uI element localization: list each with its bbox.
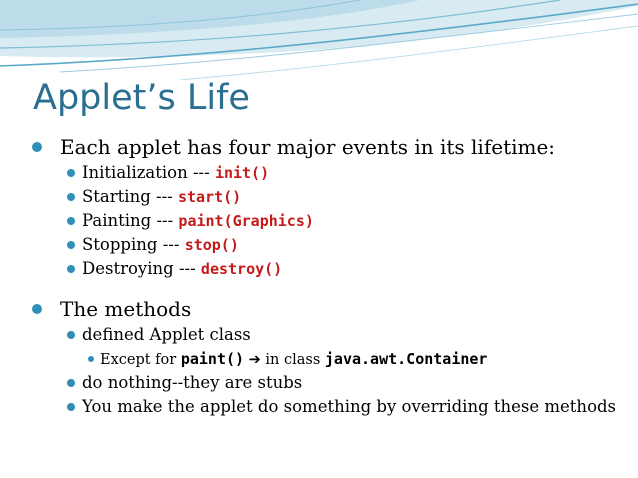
slide-title: Applet’s Life (33, 78, 250, 118)
method-code: start() (177, 188, 242, 206)
bullet-dot-icon (32, 142, 42, 152)
sub-sub-bullet-prefix: Except for (100, 352, 181, 368)
method-code: paint() (180, 350, 245, 368)
bullet-dot-icon (32, 304, 42, 314)
bullet-list (30, 133, 630, 416)
header-swoosh-decoration (0, 0, 638, 80)
sub-bullet-label: Destroying --- (82, 259, 201, 278)
sub-bullet-text: do nothing--they are stubs (82, 373, 303, 392)
sub-bullet-initialization (30, 161, 630, 185)
method-code: paint(Graphics) (178, 212, 314, 230)
bullet-text: The methods (60, 297, 192, 321)
sub-bullet-text: defined Applet class (82, 325, 251, 344)
bullet-dot-icon (67, 241, 75, 249)
sub-sub-bullet-mid: in class (260, 352, 325, 368)
sub-bullet-label: Painting --- (82, 211, 179, 230)
sub-bullet-stopping (30, 233, 630, 257)
sub-bullet-destroying (30, 257, 630, 281)
class-code: java.awt.Container (324, 350, 488, 368)
sub-bullet-overriding (30, 395, 630, 416)
bullet-dot-icon (67, 331, 75, 339)
sub-bullet-defined-applet-class (30, 323, 630, 347)
bullet-text: Each applet has four major events in its lifetime: (60, 135, 556, 159)
sub-bullet-stubs (30, 371, 630, 395)
sub-sub-bullet-except-for-paint (30, 347, 630, 371)
bullet-dot-icon (67, 403, 75, 411)
bullet-four-events (30, 133, 630, 161)
sub-bullet-painting (30, 209, 630, 233)
method-code: destroy() (200, 260, 283, 278)
bullet-dot-icon (67, 193, 75, 201)
sub-bullet-starting (30, 185, 630, 209)
method-code: init() (214, 164, 270, 182)
bullet-the-methods (30, 295, 630, 323)
bullet-dot-icon (67, 169, 75, 177)
bullet-dot-icon (67, 379, 75, 387)
sub-bullet-label: Initialization --- (82, 163, 215, 182)
sub-bullet-text: You make the applet do something by overriding these methods (82, 397, 617, 416)
bullet-dot-icon (67, 265, 75, 273)
method-code: stop() (184, 236, 239, 254)
bullet-dot-icon (88, 356, 94, 362)
sub-bullet-label: Stopping --- (82, 235, 185, 254)
sub-bullet-label: Starting --- (82, 187, 178, 206)
bullet-dot-icon (67, 217, 75, 225)
arrow-right-icon: ➔ (248, 352, 261, 368)
